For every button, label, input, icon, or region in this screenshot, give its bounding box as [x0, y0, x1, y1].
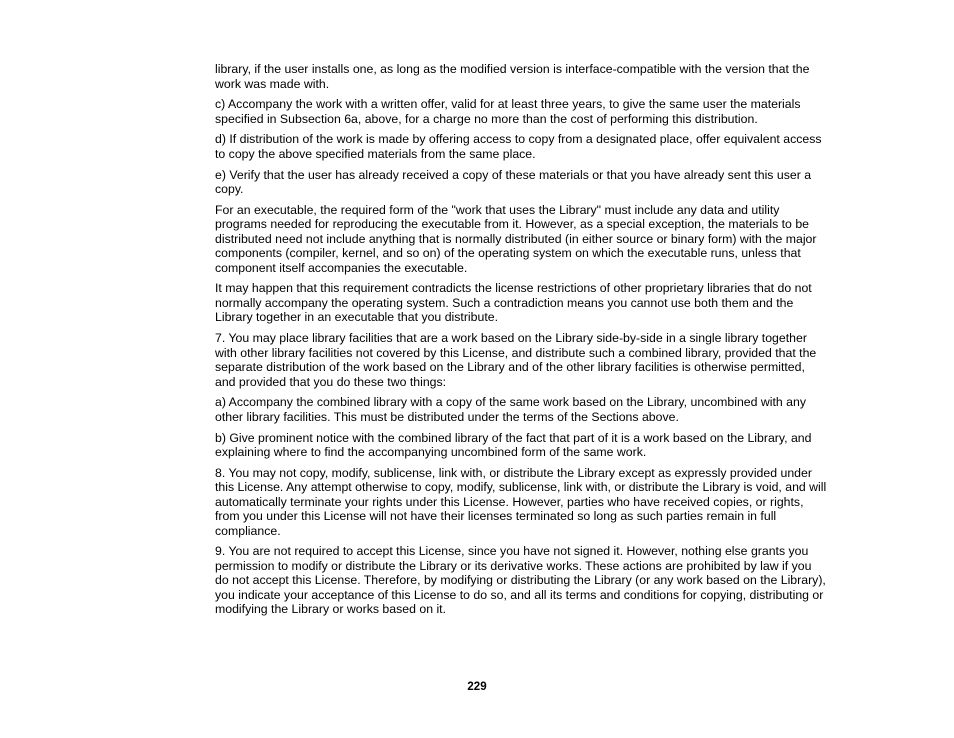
- paragraph-section-7: 7. You may place library facilities that are a work based on the Library side-by-side in a single library together with other library facilities not covered by this License, and distribute such a combined library, provided that the separate distribution of the work based on the Library and of the other library facilities is otherwise permitted, and provided that you do these two things:: [215, 331, 817, 389]
- paragraph-library-interface: library, if the user installs one, as long as the modified version is interface-compatible with the version that the work was made with.: [215, 62, 810, 91]
- paragraph-requirement-contradiction: It may happen that this requirement contradicts the license restrictions of other proprietary libraries that do not normally accompany the operating system. Such a contradiction means you cannot use both them and the Library together in an executable that you distribute.: [215, 281, 812, 325]
- paragraph-d-designated-place: d) If distribution of the work is made by offering access to copy from a designated place, offer equivalent access to copy the above specified materials from the same place.: [215, 132, 822, 161]
- paragraph-executable-form: For an executable, the required form of the "work that uses the Library" must include any data and utility programs needed for reproducing the executable from it. However, as a special exception, the materials to be distributed need not include anything that is normally distributed (in either source or binary form) with the major components (compiler, kernel, and so on) of the operating system on which the executable runs, unless that component itself accompanies the executable.: [215, 202, 817, 275]
- page-number: 229: [467, 681, 487, 693]
- paragraph-c-written-offer: c) Accompany the work with a written offer, valid for at least three years, to give the same user the materials specified in Subsection 6a, above, for a charge no more than the cost of performing this distribution.: [215, 97, 801, 126]
- paragraph-section-9: 9. You are not required to accept this License, since you have not signed it. However, nothing else grants you permission to modify or distribute the Library or its derivative works. These actions are prohibited by law if you do not accept this License. Therefore, by modifying or distributing the Library (or any work based on the Library), you indicate your acceptance of this License to do so, and all its terms and conditions for copying, distributing or modifying the Library or works based on it.: [215, 544, 826, 617]
- paragraph-section-8: 8. You may not copy, modify, sublicense, link with, or distribute the Library except as expressly provided under this License. Any attempt otherwise to copy, modify, sublicense, link with, or distribute the Library is void, and will automatically terminate your rights under this License. However, parties who have received copies, or rights, from you under this License will not have their licenses terminated so long as such parties remain in full compliance.: [215, 465, 827, 538]
- paragraph-7b-prominent-notice: b) Give prominent notice with the combined library of the fact that part of it is a work based on the Library, and explaining where to find the accompanying uncombined form of the same work.: [215, 430, 812, 459]
- document-body: [215, 62, 827, 623]
- paragraph-7a-combined-library: a) Accompany the combined library with a copy of the same work based on the Library, uncombined with any other library facilities. This must be distributed under the terms of the Sections above.: [215, 395, 807, 424]
- paragraph-e-verify-copy: e) Verify that the user has already received a copy of these materials or that you have already sent this user a copy.: [215, 167, 812, 197]
